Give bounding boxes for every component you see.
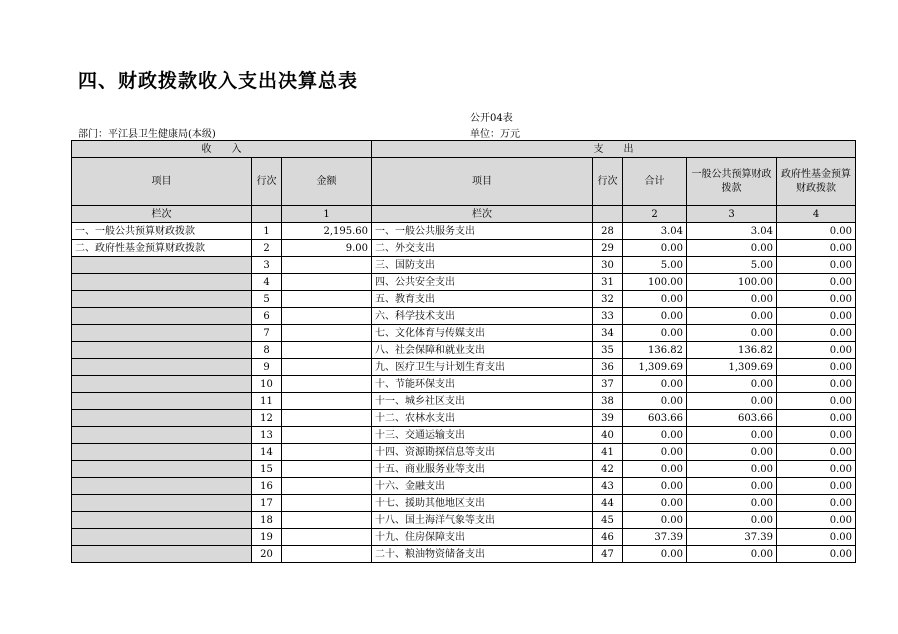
income-line-cell: 8	[252, 342, 282, 359]
fund-budget-cell: 0.00	[777, 393, 856, 410]
fund-budget-cell: 0.00	[777, 376, 856, 393]
expense-line-cell: 34	[593, 325, 623, 342]
general-budget-cell: 0.00	[687, 495, 777, 512]
total-cell: 0.00	[623, 546, 687, 563]
total-cell: 1,309.69	[623, 359, 687, 376]
table-row	[72, 495, 856, 512]
expense-item-cell: 十七、援助其他地区支出	[372, 495, 593, 512]
income-item-cell	[72, 274, 252, 291]
table-row	[72, 529, 856, 546]
income-item-cell	[72, 359, 252, 376]
col-label-2: 栏次	[372, 206, 593, 223]
expense-item-header: 项目	[372, 158, 593, 206]
income-item-cell	[72, 444, 252, 461]
expense-line-cell: 35	[593, 342, 623, 359]
income-item-cell	[72, 427, 252, 444]
table-row	[72, 274, 856, 291]
income-line-cell: 15	[252, 461, 282, 478]
fund-budget-cell: 0.00	[777, 325, 856, 342]
table-row	[72, 376, 856, 393]
general-budget-cell: 0.00	[687, 325, 777, 342]
income-line-cell: 1	[252, 223, 282, 240]
fund-budget-cell: 0.00	[777, 223, 856, 240]
income-item-cell	[72, 478, 252, 495]
table-row	[72, 461, 856, 478]
fund-budget-cell: 0.00	[777, 495, 856, 512]
income-amount-cell	[282, 546, 372, 563]
income-item-cell	[72, 512, 252, 529]
total-cell: 0.00	[623, 478, 687, 495]
expense-line-cell: 43	[593, 478, 623, 495]
income-amount-cell	[282, 410, 372, 427]
expense-item-cell: 八、社会保障和就业支出	[372, 342, 593, 359]
expense-line-cell: 37	[593, 376, 623, 393]
total-cell: 603.66	[623, 410, 687, 427]
general-budget-cell: 0.00	[687, 308, 777, 325]
income-amount-cell	[282, 359, 372, 376]
income-line-header: 行次	[252, 158, 282, 206]
fund-budget-cell: 0.00	[777, 529, 856, 546]
table-row	[72, 393, 856, 410]
expense-item-cell: 十、节能环保支出	[372, 376, 593, 393]
column-header-row	[72, 158, 856, 206]
total-cell: 0.00	[623, 512, 687, 529]
general-budget-cell: 0.00	[687, 461, 777, 478]
expense-item-cell: 十九、住房保障支出	[372, 529, 593, 546]
income-amount-cell	[282, 478, 372, 495]
fund-budget-cell: 0.00	[777, 478, 856, 495]
income-amount-cell: 2,195.60	[282, 223, 372, 240]
income-amount-cell	[282, 444, 372, 461]
income-amount-header: 金额	[282, 158, 372, 206]
total-cell: 0.00	[623, 427, 687, 444]
general-budget-cell: 0.00	[687, 393, 777, 410]
total-cell: 0.00	[623, 393, 687, 410]
income-item-cell	[72, 495, 252, 512]
total-cell: 0.00	[623, 291, 687, 308]
income-line-cell: 4	[252, 274, 282, 291]
income-amount-cell	[282, 342, 372, 359]
general-budget-cell: 0.00	[687, 444, 777, 461]
fund-budget-cell: 0.00	[777, 512, 856, 529]
page-title: 四、财政拨款收入支出决算总表	[78, 70, 359, 92]
table-row	[72, 512, 856, 529]
income-item-header: 项目	[72, 158, 252, 206]
expense-item-cell: 九、医疗卫生与计划生育支出	[372, 359, 593, 376]
expense-line-cell: 40	[593, 427, 623, 444]
general-budget-header: 一般公共预算财政拨款	[687, 158, 777, 206]
income-amount-cell	[282, 461, 372, 478]
expense-item-cell: 十一、城乡社区支出	[372, 393, 593, 410]
expense-line-cell: 33	[593, 308, 623, 325]
income-line-cell: 2	[252, 240, 282, 257]
income-line-cell: 5	[252, 291, 282, 308]
income-item-cell	[72, 410, 252, 427]
total-cell: 0.00	[623, 444, 687, 461]
general-budget-cell: 0.00	[687, 512, 777, 529]
income-amount-cell	[282, 291, 372, 308]
general-budget-cell: 0.00	[687, 478, 777, 495]
expense-item-cell: 十四、资源勘探信息等支出	[372, 444, 593, 461]
income-item-cell	[72, 291, 252, 308]
income-item-cell	[72, 308, 252, 325]
fund-budget-cell: 0.00	[777, 427, 856, 444]
income-line-cell: 12	[252, 410, 282, 427]
fund-budget-cell: 0.00	[777, 359, 856, 376]
expense-line-cell: 47	[593, 546, 623, 563]
income-amount-cell	[282, 376, 372, 393]
income-header: 收 入	[72, 141, 372, 158]
table-row	[72, 478, 856, 495]
income-line-cell: 19	[252, 529, 282, 546]
general-budget-cell: 3.04	[687, 223, 777, 240]
total-cell: 37.39	[623, 529, 687, 546]
general-budget-cell: 0.00	[687, 376, 777, 393]
expense-line-cell: 42	[593, 461, 623, 478]
expense-item-cell: 五、教育支出	[372, 291, 593, 308]
total-cell: 100.00	[623, 274, 687, 291]
expense-item-cell: 六、科学技术支出	[372, 308, 593, 325]
expense-line-cell: 30	[593, 257, 623, 274]
expense-line-cell: 46	[593, 529, 623, 546]
expense-item-cell: 十二、农林水支出	[372, 410, 593, 427]
expense-item-cell: 二十、粮油物资储备支出	[372, 546, 593, 563]
expense-item-cell: 三、国防支出	[372, 257, 593, 274]
general-budget-cell: 37.39	[687, 529, 777, 546]
total-cell: 0.00	[623, 240, 687, 257]
col-number-2: 2	[623, 206, 687, 223]
general-budget-cell: 5.00	[687, 257, 777, 274]
fund-budget-cell: 0.00	[777, 444, 856, 461]
income-line-cell: 20	[252, 546, 282, 563]
col-number-4: 4	[777, 206, 856, 223]
income-item-cell	[72, 546, 252, 563]
fund-budget-cell: 0.00	[777, 274, 856, 291]
income-item-cell: 二、政府性基金预算财政拨款	[72, 240, 252, 257]
income-line-cell: 7	[252, 325, 282, 342]
general-budget-cell: 0.00	[687, 291, 777, 308]
expense-item-cell: 七、文化体育与传媒支出	[372, 325, 593, 342]
table-row	[72, 308, 856, 325]
income-item-cell	[72, 342, 252, 359]
total-cell: 0.00	[623, 308, 687, 325]
expense-item-cell: 十三、交通运输支出	[372, 427, 593, 444]
total-cell: 0.00	[623, 461, 687, 478]
expense-line-header: 行次	[593, 158, 623, 206]
fund-budget-cell: 0.00	[777, 240, 856, 257]
total-cell: 136.82	[623, 342, 687, 359]
income-amount-cell	[282, 325, 372, 342]
income-line-cell: 11	[252, 393, 282, 410]
expense-line-cell: 44	[593, 495, 623, 512]
income-amount-cell	[282, 274, 372, 291]
col-blank-2	[593, 206, 623, 223]
general-budget-cell: 136.82	[687, 342, 777, 359]
fund-budget-cell: 0.00	[777, 291, 856, 308]
income-item-cell	[72, 376, 252, 393]
budget-table	[71, 140, 856, 563]
col-label: 栏次	[72, 206, 252, 223]
income-amount-cell	[282, 427, 372, 444]
col-number-3: 3	[687, 206, 777, 223]
income-amount-cell	[282, 308, 372, 325]
income-item-cell	[72, 529, 252, 546]
income-line-cell: 14	[252, 444, 282, 461]
income-line-cell: 6	[252, 308, 282, 325]
income-amount-cell: 9.00	[282, 240, 372, 257]
table-row	[72, 257, 856, 274]
income-item-cell	[72, 325, 252, 342]
section-header-row	[72, 141, 856, 158]
income-line-cell: 3	[252, 257, 282, 274]
income-line-cell: 10	[252, 376, 282, 393]
income-item-cell	[72, 461, 252, 478]
total-header: 合计	[623, 158, 687, 206]
general-budget-cell: 0.00	[687, 427, 777, 444]
expense-header: 支 出	[372, 141, 856, 158]
expense-line-cell: 31	[593, 274, 623, 291]
table-row	[72, 291, 856, 308]
total-cell: 0.00	[623, 495, 687, 512]
income-amount-cell	[282, 393, 372, 410]
col-blank	[252, 206, 282, 223]
table-row	[72, 359, 856, 376]
income-amount-cell	[282, 257, 372, 274]
expense-line-cell: 38	[593, 393, 623, 410]
income-line-cell: 13	[252, 427, 282, 444]
income-line-cell: 17	[252, 495, 282, 512]
column-number-row	[72, 206, 856, 223]
income-item-cell	[72, 393, 252, 410]
unit-label: 单位：万元	[470, 129, 520, 140]
expense-line-cell: 29	[593, 240, 623, 257]
fund-budget-cell: 0.00	[777, 546, 856, 563]
expense-item-cell: 一、一般公共服务支出	[372, 223, 593, 240]
expense-line-cell: 41	[593, 444, 623, 461]
expense-line-cell: 28	[593, 223, 623, 240]
expense-item-cell: 二、外交支出	[372, 240, 593, 257]
table-row	[72, 325, 856, 342]
fund-budget-cell: 0.00	[777, 461, 856, 478]
income-amount-cell	[282, 512, 372, 529]
table-row	[72, 410, 856, 427]
income-amount-cell	[282, 495, 372, 512]
expense-line-cell: 39	[593, 410, 623, 427]
form-number: 公开04表	[470, 113, 513, 124]
table-row	[72, 546, 856, 563]
fund-budget-cell: 0.00	[777, 257, 856, 274]
col-number-1: 1	[282, 206, 372, 223]
fund-budget-cell: 0.00	[777, 410, 856, 427]
expense-line-cell: 36	[593, 359, 623, 376]
expense-item-cell: 十六、金融支出	[372, 478, 593, 495]
fund-budget-cell: 0.00	[777, 308, 856, 325]
general-budget-cell: 0.00	[687, 546, 777, 563]
table-row	[72, 427, 856, 444]
total-cell: 0.00	[623, 376, 687, 393]
table-row	[72, 444, 856, 461]
general-budget-cell: 100.00	[687, 274, 777, 291]
income-amount-cell	[282, 529, 372, 546]
general-budget-cell: 1,309.69	[687, 359, 777, 376]
expense-item-cell: 四、公共安全支出	[372, 274, 593, 291]
total-cell: 0.00	[623, 325, 687, 342]
income-line-cell: 9	[252, 359, 282, 376]
expense-line-cell: 32	[593, 291, 623, 308]
general-budget-cell: 0.00	[687, 240, 777, 257]
income-line-cell: 16	[252, 478, 282, 495]
table-row	[72, 223, 856, 240]
department-label: 部门：平江县卫生健康局(本级)	[78, 129, 216, 140]
income-item-cell	[72, 257, 252, 274]
table-row	[72, 342, 856, 359]
expense-item-cell: 十八、国土海洋气象等支出	[372, 512, 593, 529]
income-item-cell: 一、一般公共预算财政拨款	[72, 223, 252, 240]
fund-budget-cell: 0.00	[777, 342, 856, 359]
expense-line-cell: 45	[593, 512, 623, 529]
total-cell: 3.04	[623, 223, 687, 240]
income-line-cell: 18	[252, 512, 282, 529]
total-cell: 5.00	[623, 257, 687, 274]
expense-item-cell: 十五、商业服务业等支出	[372, 461, 593, 478]
table-row	[72, 240, 856, 257]
general-budget-cell: 603.66	[687, 410, 777, 427]
fund-budget-header: 政府性基金预算财政拨款	[777, 158, 856, 206]
